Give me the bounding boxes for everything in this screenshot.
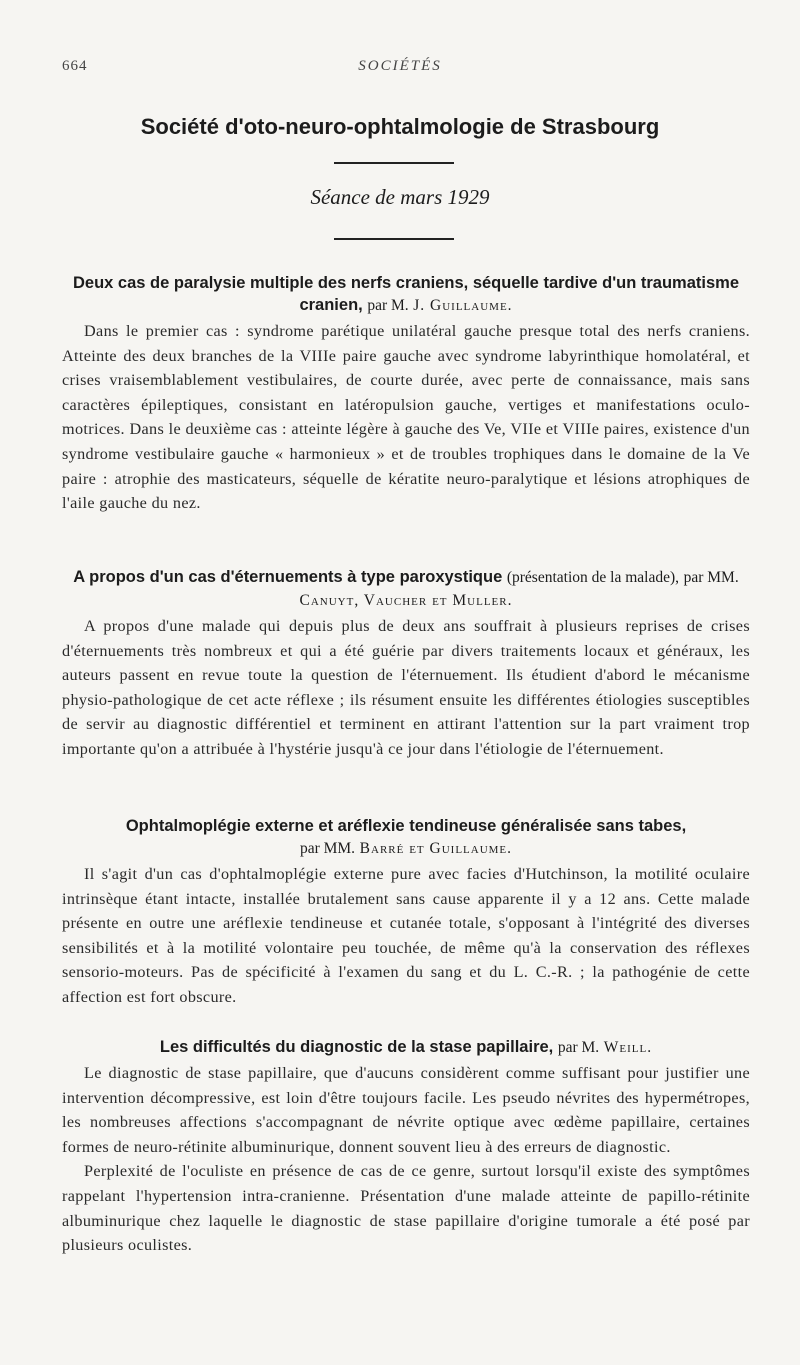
article-title-text: Ophtalmoplégie externe et aréflexie tendineuse généralisée sans tabes, [125,817,687,835]
running-head [62,58,738,78]
article-authors: Canuyt, Vaucher et Muller. [299,592,513,609]
divider-rule [334,162,454,164]
article-title [62,815,750,860]
article-title-text: Les difficultés du diagnostic de la stase papillaire, [159,1038,554,1056]
article-by: par MM. [299,840,356,857]
article-authors: J. Guillaume. [413,297,513,314]
running-title: SOCIÉTÉS [358,58,442,74]
article-paragraph: Dans le premier cas : syndrome parétique unilatéral gauche presque total des nerfs craniens. Atteinte des deux branches de la VIIIe paire gauche avec syndrome labyrinthique homolatéral, et crises vraisemblablement vestibulaires, de courte durée, avec perte de connaissance, mais sans caractères épileptiques, consistant en latéropulsion gauche, vertiges et manifestations oculo-motrices. Dans le deuxième cas : atteinte légère à gauche des Ve, VIIe et VIIIe paires, existence d'un syndrome vestibulaire gauche « harmonieux » et de troubles trophiques dans le domaine de la Ve paire : atrophie des masticateurs, séquelle de kératite neuro-paralytique et lésions atrophiques de l'aile gauche du nez. [62,322,750,513]
article-4 [62,1036,750,1258]
divider-rule [334,238,454,240]
article-title [62,1036,750,1059]
article-paragraph: Perplexité de l'oculiste en présence de cas de ce genre, surtout lorsqu'il existe des symptômes rappelant l'hypertension intra-cranienne. Présentation d'une malade atteinte de papillo-rétinite albuminurique chez laquelle le diagnostic de stase papillaire d'origine tumorale a été posé par plusieurs oculistes. [62,1162,750,1255]
society-title: Société d'oto-neuro-ophtalmologie de Strasbourg [140,114,660,139]
article-authors: Barré et Guillaume. [359,840,513,857]
article-paragraph: Le diagnostic de stase papillaire, que d'aucuns considèrent comme suffisant pour justifier une intervention décompressive, est loin d'être toujours facile. Les pseudo névrites des hypermétropes, les nombreuses affections s'accompagnant de névrite optique avec œdème papillaire, certaines formes de neuro-rétinite albuminurique, donnent souvent lieu à des erreurs de diagnostic. [62,1064,750,1156]
article-paragraph: A propos d'une malade qui depuis plus de deux ans souffrait à plusieurs reprises de crises d'éternuements très nombreux et qui a été guérie par divers traitements locaux et généraux, les auteurs passent en revue toute la question de l'éternuement. Ils étudient d'abord le mécanisme physio-pathologique de cet acte réflexe ; ils résument ensuite les différentes étiologies susceptibles de servir au diagnostic différentiel et terminent en attirant l'attention sur la part vraiment trop importante qu'on a attribuée à l'hystérie jusqu'à ce jour dans l'étiologie de l'éternuement. [62,617,750,758]
article-title [62,272,750,317]
article-note: (présentation de la malade), [506,569,680,586]
article-2 [62,566,750,762]
article-paragraph: Il s'agit d'un cas d'ophtalmoplégie externe pure avec facies d'Hutchinson, la motilité oculaire intrinsèque étant intacte, installée brutalement sans cause apparente il y a 12 ans. Cette malade présente en outre une aréflexie tendineuse et cutanée totale, s'opposant à l'intégrité des diverses sensibilités et à la motilité volontaire peu touchée, de même qu'à la conservation des réflexes sensorio-moteurs. Pas de spécificité à l'examen du sang et du L. C.-R. ; la pathogénie de cette affection est fort obscure. [62,865,750,1006]
article-authors: Weill. [603,1039,653,1056]
article-title-text: A propos d'un cas d'éternuements à type paroxystique [73,568,503,586]
session-date: Séance de mars 1929 [310,185,490,209]
article-1 [62,272,750,516]
article-by: par MM. [683,569,739,586]
article-by: par M. [557,1039,600,1056]
article-title-text: Deux cas de paralysie multiple des nerfs craniens, séquelle tardive d'un traumatisme cranien, [72,274,740,314]
page-number: 664 [62,58,88,74]
article-by: par M. [367,297,409,314]
article-3 [62,815,750,1010]
article-title [62,566,750,612]
